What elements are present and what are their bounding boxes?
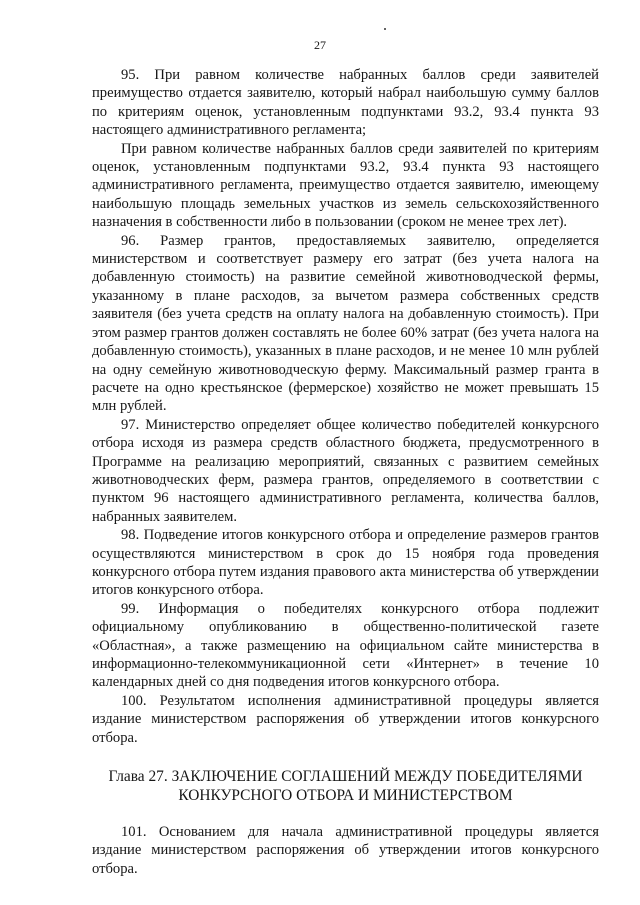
paragraph-99: 99. Информация о победителях конкурсного отбора подлежит официальному опубликованию в общественно-политической газете «Областная», а также размещению на официальном сайте министерства в информационно-телекоммуникационной сети «Интернет» в течение 10 календарных дней со дня подведения итогов конкурсного отбора. (92, 600, 599, 691)
chapter-heading-line-1: Глава 27. ЗАКЛЮЧЕНИЕ СОГЛАШЕНИЙ МЕЖДУ ПОБЕДИТЕЛЯМИ (108, 768, 583, 786)
page-number: 27 (314, 38, 326, 52)
chapter-heading (92, 767, 599, 805)
paragraph-98: 98. Подведение итогов конкурсного отбора и определение размеров грантов осуществляются министерством в срок до 15 ноября года проведения конкурсного отбора путем издания правового акта министерства об утверждении итогов конкурсного отбора. (92, 527, 599, 599)
paragraph-95: 95. При равном количестве набранных баллов среди заявителей преимущество отдается заявителю, который набрал наибольшую сумму баллов по критериям оценок, установленным подпунктами 93.2, 93.4 пункта 93 настоящего административного регламента; (92, 67, 599, 139)
paragraph-95-continuation: При равном количестве набранных баллов среди заявителей по критериям оценок, установленным подпунктами 93.2, 93.4 пункта 93 настоящего административного регламента, преимущество отдается заявителю, имеющему наибольшую площадь земельных участков из земель сельскохозяйственного назначения в собственности либо в пользовании (сроком не менее трех лет). (92, 140, 599, 231)
document-body (92, 66, 599, 878)
paragraph-97: 97. Министерство определяет общее количество победителей конкурсного отбора исходя из размера средств областного бюджета, предусмотренного в Программе на реализацию мероприятий, связанных с развитием семейных животноводческих ферм, размера грантов, определяемого в соответствии с пунктом 96 настоящего административного регламента, количества баллов, набранных заявителем. (92, 416, 599, 525)
chapter-heading-line-2: КОНКУРСНОГО ОТБОРА И МИНИСТЕРСТВОМ (178, 787, 513, 805)
paragraph-100: 100. Результатом исполнения административной процедуры является издание министерством распоряжения об утверждении итогов конкурсного отбора. (92, 692, 599, 746)
paragraph-96: 96. Размер грантов, предоставляемых заявителю, определяется министерством и соответствует размеру его затрат (без учета налога на добавленную стоимость) на развитие семейной животноводческой фермы, указанному в плане расходов, за вычетом размера собственных средств заявителя (без учета средств на оплату налога на добавленную стоимость). При этом размер грантов должен составлять не более 60% затрат (без учета налога на добавленную стоимость), указанных в плане расходов, и не менее 10 млн рублей на одну семейную животноводческую ферму. Максимальный размер гранта в расчете на одно крестьянское (фермерское) хозяйство не может превышать 15 млн рублей. (92, 232, 599, 415)
paragraph-101: 101. Основанием для начала административной процедуры является издание министерством распоряжения об утверждении итогов конкурсного отбора. (92, 824, 599, 877)
page-speck (384, 28, 386, 30)
